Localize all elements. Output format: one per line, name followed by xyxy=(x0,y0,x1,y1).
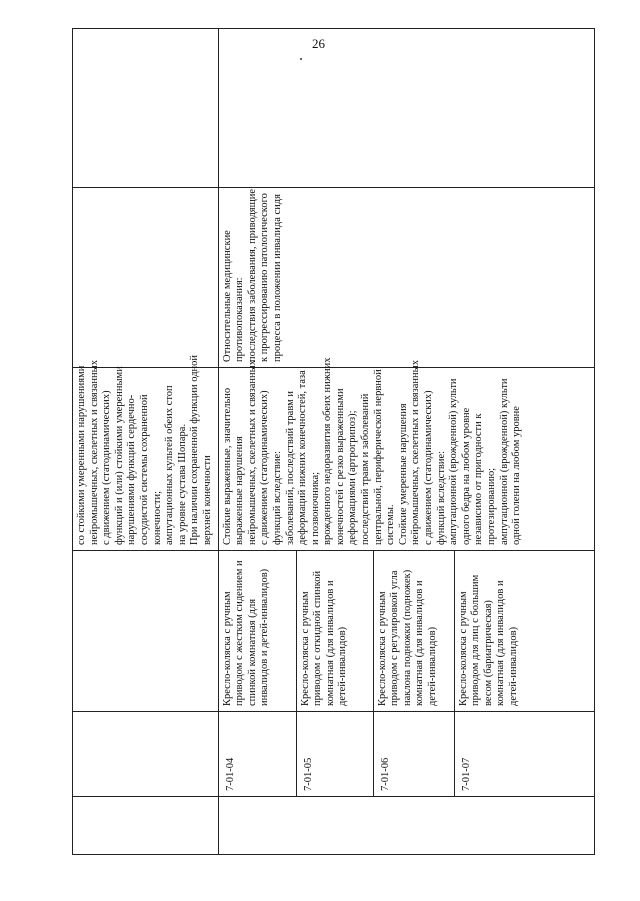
text-line: с движением (статодинамических) xyxy=(423,390,435,545)
rotated-table-page xyxy=(72,29,595,855)
text-line: с движением (статодинамических) xyxy=(101,390,113,545)
text-line: ампутационной (врожденной) культи xyxy=(448,378,460,545)
code-cell: 7-01-04 xyxy=(218,712,296,797)
text-line: комнатная (для инвалидов и xyxy=(495,580,507,706)
text-line: функций вследствие: xyxy=(435,450,447,545)
text-line: детей-инвалидов) xyxy=(337,626,349,706)
text-line: Кресло-коляска с ручным xyxy=(376,591,388,706)
text-line: детей-инвалидов) xyxy=(426,626,438,706)
text-line: Стойкие умеренные нарушения xyxy=(397,403,409,545)
table-row xyxy=(218,29,296,855)
text-line: ампутационных культей обеих стоп xyxy=(164,385,176,545)
name-cell xyxy=(454,551,594,712)
text-line: спинкой комнатная (для xyxy=(246,598,258,706)
text-line: деформаций нижних конечностей, таза xyxy=(297,370,309,545)
text-line: к прогрессированию патологического xyxy=(259,193,271,362)
text-line: функций и (или) стойкими умеренными xyxy=(113,366,125,545)
name-cell xyxy=(296,551,373,712)
text-line: последствий травм и заболеваний xyxy=(360,393,372,545)
text-line: комнатная (для инвалидов и xyxy=(414,580,426,706)
text-line: на уровне сустава Шопара. xyxy=(176,423,188,545)
text-line: приводом с регулировкой угла xyxy=(389,570,401,706)
text-line: сосудистой системы сохраненной xyxy=(138,394,150,545)
text-line: протезированию; xyxy=(486,467,497,545)
text-line: деформациями (артрогрипоз); xyxy=(347,410,359,545)
text-line: со стойкими умеренными нарушениями xyxy=(76,365,87,545)
text-line: последствия заболевания, приводящие xyxy=(246,189,258,362)
text-line: весом (бариатрическая) xyxy=(482,600,494,706)
blank-right-cell xyxy=(73,29,219,188)
contraindications-cell xyxy=(218,188,594,368)
text-line: комнатная (для инвалидов и xyxy=(324,580,336,706)
text-line: Кресло-коляска с ручным xyxy=(221,591,233,706)
text-line: конечности; xyxy=(151,490,163,545)
text-line: врожденного недоразвития обеих нижних xyxy=(322,357,334,545)
code-cell: 7-01-05 xyxy=(296,712,373,797)
code-cell: 7-01-06 xyxy=(373,712,454,797)
code-cell xyxy=(73,712,219,797)
blank-left-cell xyxy=(73,797,219,855)
text-line: приводом с жестким сидением и xyxy=(234,560,246,706)
text-line: процесса в положении инвалида сидя xyxy=(271,194,283,362)
text-line: одного бедра на любом уровне xyxy=(460,407,472,545)
name-cell xyxy=(73,551,219,712)
text-line: наклона подножки (подножек) xyxy=(401,569,413,706)
code-cell: 7-01-07 xyxy=(454,712,594,797)
text-line: и позвоночника; xyxy=(309,471,321,545)
table-row xyxy=(73,29,219,855)
text-line: противопоказания: xyxy=(234,277,246,362)
text-line: нейромышечных, скелетных и связанных xyxy=(88,360,100,545)
text-line: детей-инвалидов) xyxy=(507,626,519,706)
text-line: выраженные нарушения xyxy=(234,436,246,545)
blank-left-cell xyxy=(218,797,594,855)
contraindications-cell xyxy=(73,188,219,368)
text-line: Стойкие выраженные, значительно xyxy=(221,387,233,545)
text-line: инвалидов и детей-инвалидов) xyxy=(259,568,271,706)
text-line: системы. xyxy=(385,504,397,545)
page-number: 26 xyxy=(312,36,325,51)
text-line: Кресло-коляска с ручным xyxy=(457,591,469,706)
text-line: Относительные медицинские xyxy=(221,230,233,362)
text-line: независимо от пригодности к xyxy=(473,413,485,545)
text-line: верхней конечности xyxy=(201,455,213,545)
text-line: ампутационной (врожденной) культи xyxy=(498,378,510,545)
name-cell xyxy=(218,551,296,712)
text-line: приводом с откидной спинкой xyxy=(312,570,324,706)
text-line: заболеваний, последствий травм и xyxy=(284,390,296,545)
text-line: нейромышечных, скелетных и связанных xyxy=(246,360,258,545)
indications-cell xyxy=(73,354,219,551)
text-line: нейромышечных, скелетных и связанных xyxy=(410,360,422,545)
text-line: с движением (статодинамических) xyxy=(259,390,271,545)
text-line: конечностей с резко выраженными xyxy=(334,388,346,545)
text-line: Кресло-коляска с ручным xyxy=(299,591,311,706)
text-line: При наличии сохраненной функции одной xyxy=(189,354,201,545)
indications-cell xyxy=(218,357,594,551)
text-line: центральной, периферической нервной xyxy=(372,369,384,545)
requirements-table xyxy=(72,28,595,855)
text-line: одной голени на любом уровне xyxy=(511,406,523,545)
text-line: нарушениями функций сердечно- xyxy=(126,394,138,545)
name-cell xyxy=(373,551,454,712)
text-line: приводом для лиц с большим xyxy=(470,574,482,706)
text-line: функций вследствие: xyxy=(271,450,283,545)
blank-right-cell xyxy=(218,29,594,188)
